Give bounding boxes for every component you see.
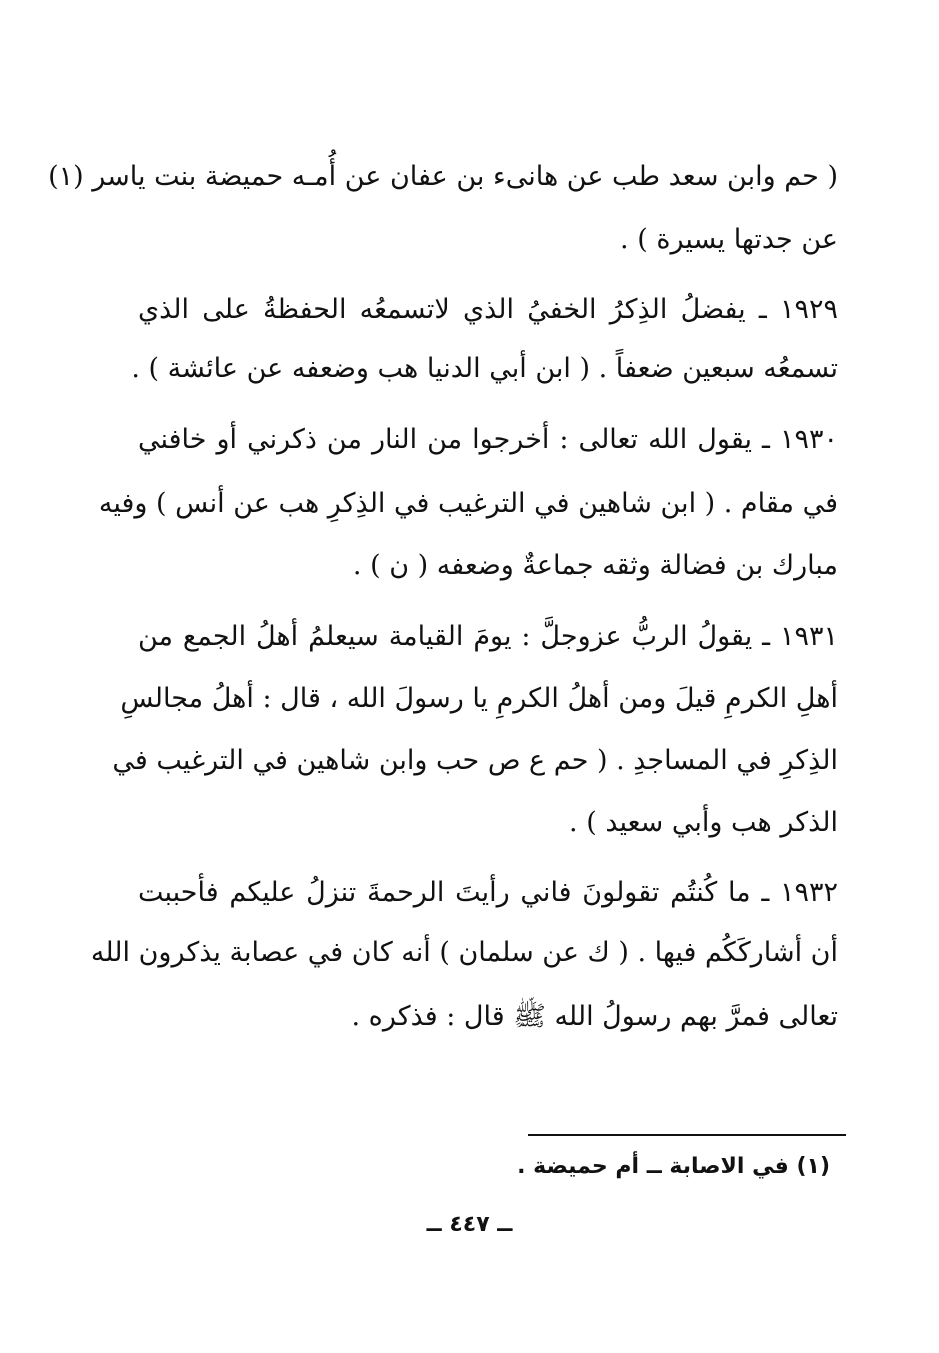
hadith-1932-line: تعالى فمرَّ بهم رسولُ الله ﷺ قال : فذكره . (351, 1001, 838, 1032)
text-line: ( حم وابن سعد طب عن هانىء بن عفان عن أُمـه حميضة بنت ياسر (١) (48, 161, 838, 192)
hadith-1929-line: تسمعُه سبعين ضعفاً . ( ابن أبي الدنيا هب وضعفه عن عائشة ) . (131, 353, 838, 384)
hadith-1931-line: ١٩٣١ ـ يقولُ الربُّ عزوجلَّ : يومَ القيامة سيعلمُ أهلُ الجمع من (138, 621, 838, 652)
text-line: عن جدتها يسيرة ) . (620, 224, 838, 255)
footnote-divider (528, 1134, 846, 1136)
hadith-1930-line: ١٩٣٠ ـ يقول الله تعالى : أخرجوا من النار من ذكرني أو خافني (138, 424, 838, 455)
hadith-1929-line: ١٩٢٩ ـ يفضلُ الذِكرُ الخفيُ الذي لاتسمعُه الحفظةُ على الذي (138, 294, 839, 325)
hadith-1932-line: ١٩٣٢ ـ ما كُنتُم تقولونَ فاني رأيتَ الرحمةَ تنزلُ عليكم فأحببت (138, 877, 838, 908)
hadith-1931-line: الذكر هب وأبي سعيد ) . (569, 807, 838, 838)
hadith-1930-line: مبارك بن فضالة وثقه جماعةٌ وضعفه ( ن ) . (352, 550, 838, 581)
hadith-1931-line: أهلِ الكرمِ قيلَ ومن أهلُ الكرمِ يا رسولَ الله ، قال : أهلُ مجالسِ (120, 683, 838, 714)
hadith-1931-line: الذِكرِ في المساجدِ . ( حم ع ص حب وابن شاهين في الترغيب في (112, 745, 838, 776)
page-number: ــ ٤٤٧ ــ (426, 1212, 513, 1237)
footnote: (١) في الاصابة ــ أم حميضة . (517, 1154, 830, 1179)
hadith-1930-line: في مقام . ( ابن شاهين في الترغيب في الذِكرِ هب عن أنس ) وفيه (98, 488, 838, 519)
hadith-1932-line: أن أشاركَكُم فيها . ( ك عن سلمان ) أنه كان في عصابة يذكرون الله (90, 937, 838, 968)
